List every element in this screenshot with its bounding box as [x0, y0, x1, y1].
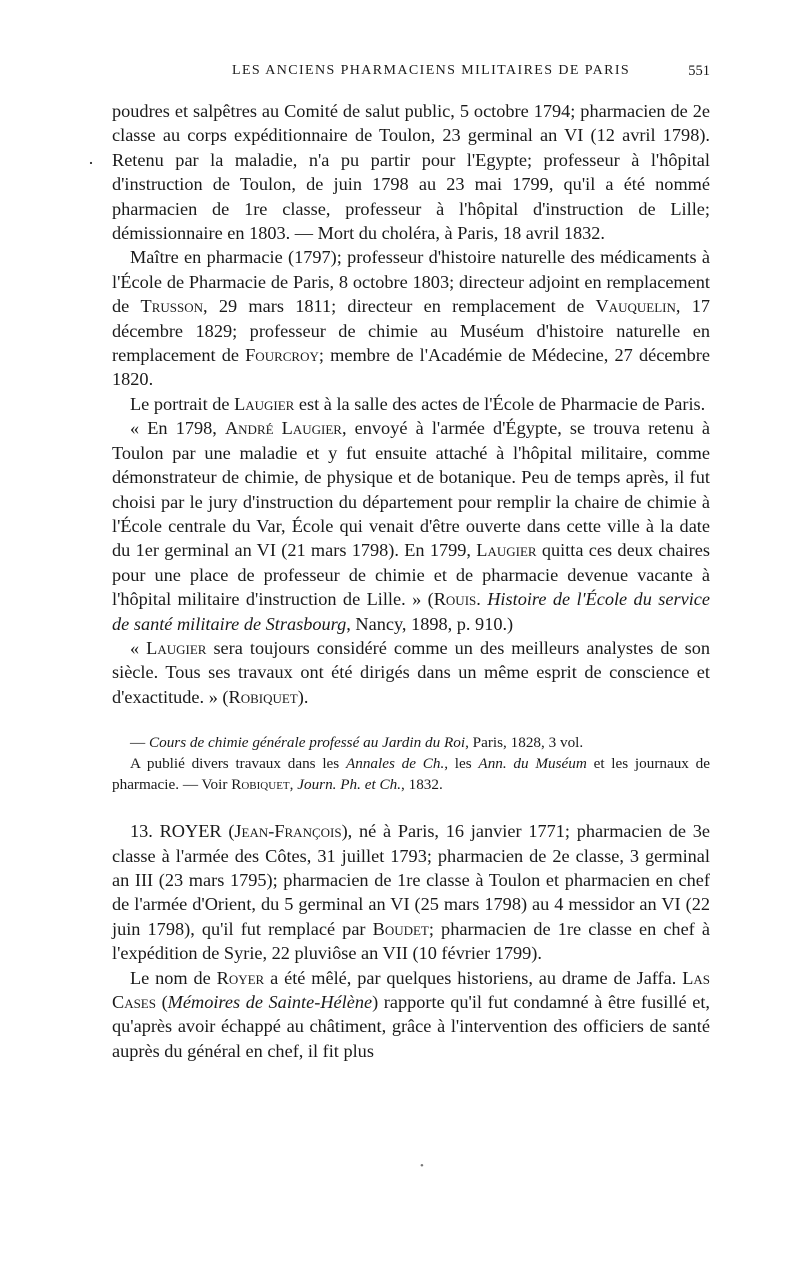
body-text — [112, 99, 710, 1063]
margin-dot: · — [88, 153, 94, 173]
name-royer: Royer — [216, 967, 265, 988]
name-trusson: Trusson — [140, 296, 203, 317]
name-jean-francois: Jean-François — [234, 821, 342, 842]
note-travaux: A publié divers travaux dans les Annales de Ch., les Ann. du Muséum et les journaux de pharmacie. — Voir Robiquet, Journ. Ph. et Ch., 1832. — [112, 755, 710, 794]
name-boudet: Boudet — [372, 918, 429, 939]
page-number: 551 — [688, 63, 710, 79]
name-fourcroy: Fourcroy — [245, 345, 319, 366]
page-header — [112, 63, 710, 87]
paragraph-quotation-robiquet: « Laugier sera toujours considéré comme un des meilleurs analystes de son siècle. Tous ses travaux ont été dirigés dans un même esprit de conscience et d'exactitude. » (Robiquet). — [112, 637, 711, 707]
running-title: LES ANCIENS PHARMACIENS MILITAIRES DE PARIS — [232, 63, 631, 78]
note-cours-de-chimie: — Cours de chimie générale professé au Jardin du Roi, Paris, 1828, 3 vol. — [130, 734, 584, 752]
book-title-memoires: Mémoires de Sainte-Hélène — [167, 992, 373, 1012]
paragraph-portrait: Le portrait de Laugier est à la salle des actes de l'École de Pharmacie de Paris. — [130, 393, 706, 414]
entry-royer: 13. ROYER (Jean-François), né à Paris, 16 janvier 1771; pharmacien de 3e classe à l'armée des Côtes, 31 juillet 1793; pharmacien de 2e classe, 3 germinal an III (23 mars 1795); pharmacien de 1re classe à Toulon et pharmacien en chef de l'armée d'Orient, du 5 germinal an VI (25 mars 1798) au 4 messidor an VI (22 juin 1798), qu'il fut remplacé par Boudet; pharmacien de 1re classe en chef à l'expédition de Syrie, 22 pluviôse an VII (10 février 1799). — [112, 821, 710, 964]
name-andre-laugier: André Laugier — [224, 418, 342, 439]
book-title: Histoire de l'École du service de santé militaire de Strasbourg — [112, 589, 711, 634]
bibliography-notes — [112, 732, 710, 795]
name-robiquet: Robiquet — [228, 686, 298, 707]
name-las-cases: Las Cases — [112, 967, 710, 1012]
name-laugier: Laugier — [234, 393, 295, 414]
paragraph-laugier-career: poudres et salpêtres au Comité de salut public, 5 octobre 1794; pharmacien de 2e classe au corps expéditionnaire de Toulon, 23 germinal an VI (12 avril 1798). Retenu par la maladie, n'a pu partir pour l'Egypte; professeur à l'hôpital d'instruction de Toulon, de juin 1798 au 23 mai 1799, qu'il a été nommé pharmacien de 1re classe, professeur à l'hôpital d'instruction de Lille; démissionnaire en 1803. — Mort du choléra, à Paris, 18 avril 1832. — [112, 101, 710, 244]
print-dot: • — [420, 1160, 424, 1172]
name-rouis: Rouis — [433, 589, 477, 610]
paragraph-laugier-positions: Maître en pharmacie (1797); professeur d'histoire naturelle des médicaments à l'École de Pharmacie de Paris, 8 octobre 1803; directeur adjoint en remplacement de Trusson, 29 mars 1811; directeur en remplacement de Vauquelin, 17 décembre 1829; professeur de chimie au Muséum d'histoire naturelle en remplacement de Fourcroy; membre de l'Académie de Médecine, 27 décembre 1820. — [112, 247, 711, 390]
name-vauquelin: Vauquelin — [595, 296, 676, 317]
paragraph-jaffa: Le nom de Royer a été mêlé, par quelques historiens, au drame de Jaffa. Las Cases (Mémoires de Sainte-Hélène) rapporte qu'il fut condamné à être fusillé et, qu'après avoir échappé au châtiment, grâce à l'intervention des officiers de santé auprès du général en chef, il fit plus — [112, 967, 710, 1061]
name-laugier: Laugier — [146, 637, 207, 658]
paragraph-quotation-rouis: « En 1798, André Laugier, envoyé à l'armée d'Égypte, se trouva retenu à Toulon par une maladie et y fut ensuite attaché à l'hôpital militaire, comme démonstrateur de chimie, de physique et de botanique. Peu de temps après, il fut choisi par le jury d'instruction du département pour remplir la chaire de chimie à l'École centrale du Var, École qui venait d'être ouverte dans cette ville à la date du 1er germinal an VI (21 mars 1798). En 1799, Laugier quitta ces deux chaires pour une place de professeur de chimie et de pharmacie devenue vacante à l'hôpital militaire d'instruction de Lille. » (Rouis. Histoire de l'École du service de santé militaire de Strasbourg, Nancy, 1898, p. 910.) — [112, 418, 711, 634]
name-laugier: Laugier — [476, 540, 537, 561]
